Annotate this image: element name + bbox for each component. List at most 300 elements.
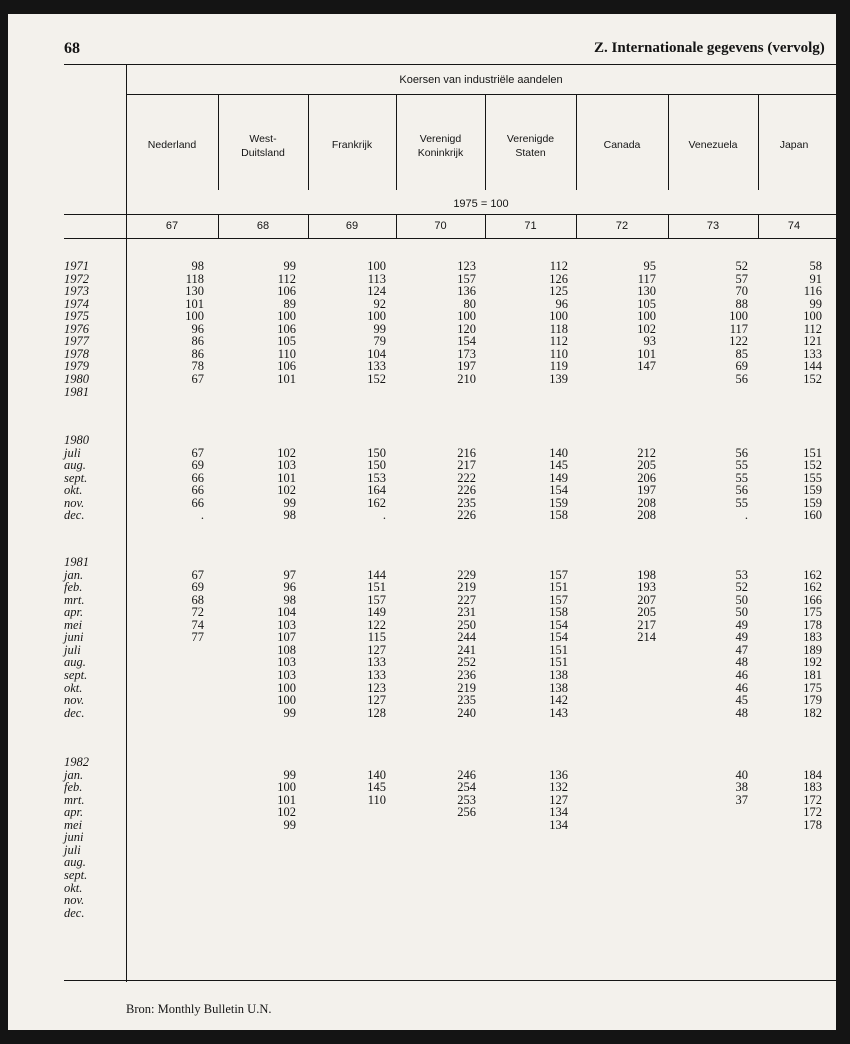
table-cell: 86 [191,334,204,349]
table-cell: 133 [367,359,386,374]
table-cell: 151 [803,445,822,460]
table-cell: 99 [283,705,296,720]
table-cell: 219 [457,680,476,695]
table-cell: 254 [457,780,476,795]
table-cell: 154 [457,334,476,349]
column-code: 73 [706,220,720,232]
table-cell: 67 [191,567,204,582]
row-label: mei [64,817,83,832]
table-cell: . [382,508,386,523]
table-cell: 128 [367,705,386,720]
table-cell: 139 [549,371,568,386]
table-cell: 67 [191,371,204,386]
table-cell: 99 [283,767,296,782]
table-cell: 256 [457,805,476,820]
table-cell: 208 [637,508,656,523]
table-cell: 102 [277,445,296,460]
table-cell: 222 [457,470,476,485]
table-cell: 147 [637,359,656,374]
table-cell: 57 [735,271,748,286]
row-label: 1978 [64,346,89,361]
table-cell: 130 [185,284,204,299]
table-cell: 56 [735,371,748,386]
table-cell: 77 [191,630,204,645]
table-cell: 208 [637,495,656,510]
table-cell: 104 [277,605,296,620]
table-cell: 105 [277,334,296,349]
table-cell: 112 [549,334,568,349]
table-cell: 126 [549,271,568,286]
table-cell: 235 [457,495,476,510]
row-label: nov. [64,495,85,510]
table-cell: 122 [367,617,386,632]
table-cell: 100 [277,680,296,695]
table-cell: 67 [191,445,204,460]
table-cell: 132 [549,780,568,795]
table-cell: 124 [367,284,386,299]
table-cell: 50 [735,605,748,620]
table-cell: 48 [735,705,748,720]
table-cell: 175 [803,605,822,620]
table-cell: 50 [735,592,748,607]
table-cell: 56 [735,483,748,498]
table-cell: 134 [549,817,568,832]
table-cell: 157 [367,592,386,607]
table-cell: 178 [803,617,822,632]
column-header: Venezuela [688,139,738,151]
table-cell: 123 [367,680,386,695]
code-rule [64,238,836,239]
table-cell: 99 [283,817,296,832]
table-cell: 107 [277,630,296,645]
table-cell: 104 [367,346,386,361]
table-cell: 236 [457,667,476,682]
table-cell: 210 [457,371,476,386]
table-cell: 101 [277,371,296,386]
table-cell: 227 [457,592,476,607]
table-cell: 231 [457,605,476,620]
table-cell: 138 [549,680,568,695]
table-cell: 178 [803,817,822,832]
table-cell: 66 [191,483,204,498]
table-cell: 144 [367,567,386,582]
table-cell: 205 [637,458,656,473]
row-label: sept. [64,867,88,882]
table-cell: 207 [637,592,656,607]
table-cell: 226 [457,508,476,523]
row-label: juli [64,445,81,460]
table-cell: 214 [637,630,656,645]
table-cell: 119 [549,359,568,374]
table-cell: 47 [735,642,748,657]
table-cell: 155 [803,470,822,485]
table-cell: 122 [729,334,748,349]
row-label: feb. [64,580,83,595]
table-cell: 229 [457,567,476,582]
row-label: mei [64,617,83,632]
table-cell: 246 [457,767,476,782]
table-cell: 172 [803,792,822,807]
table-cell: 37 [735,792,748,807]
table-cell: 98 [283,508,296,523]
table-cell: 98 [191,259,204,273]
table-cell: 91 [809,271,822,286]
section-title: Z. Internationale gegevens (vervolg) [594,40,825,56]
table-cell: 106 [277,284,296,299]
table-cell: 72 [191,605,204,620]
table-cell: 40 [735,767,748,782]
table-cell: 96 [555,296,568,311]
row-label: jan. [64,567,84,582]
table-cell: 142 [549,693,568,708]
table-cell: 193 [637,580,656,595]
row-label: apr. [64,605,84,620]
table-cell: 95 [643,259,656,273]
column-header: West- Duitsland [241,133,285,159]
table-cell: 89 [283,296,296,311]
table-cell: 240 [457,705,476,720]
row-label: dec. [64,705,85,720]
table-cell: 150 [367,445,386,460]
table-cell: 172 [803,805,822,820]
table-cell: 100 [549,309,568,324]
table-cell: 74 [191,617,204,632]
block-year-label: 1982 [64,755,89,769]
table-cell: 46 [735,667,748,682]
table-cell: 55 [735,470,748,485]
table-cell: 189 [803,642,822,657]
table-cell: 158 [549,508,568,523]
table-cell: 192 [803,655,822,670]
column-code: 68 [256,220,270,232]
table-title: Koersen van industriële aandelen [399,74,563,86]
page [8,14,836,1030]
table-cell: 101 [637,346,656,361]
table-cell: 112 [803,321,822,336]
table-cell: 108 [277,642,296,657]
row-label: aug. [64,458,86,473]
table-cell: 45 [735,693,748,708]
table-cell: 66 [191,470,204,485]
table-cell: 46 [735,680,748,695]
table-cell: 212 [637,445,656,460]
column-code: 72 [615,220,629,232]
table-cell: 106 [277,359,296,374]
table-cell: 117 [637,271,656,286]
table-cell: 112 [549,259,568,273]
table-cell: 121 [803,334,822,349]
table-cell: 244 [457,630,476,645]
table-cell: 127 [549,792,568,807]
table-cell: 103 [277,667,296,682]
table-cell: 150 [367,458,386,473]
table-cell: 179 [803,693,822,708]
table-cell: 217 [637,617,656,632]
table-cell: 138 [549,667,568,682]
table-cell: 154 [549,617,568,632]
table-cell: 151 [549,642,568,657]
table-cell: 78 [191,359,204,374]
row-label: juli [64,642,81,657]
table-cell: 100 [367,309,386,324]
row-label: apr. [64,805,84,820]
table-cell: 113 [367,271,386,286]
row-label: okt. [64,483,83,498]
table-cell: 152 [803,458,822,473]
table-cell: 173 [457,346,476,361]
table-cell: 181 [803,667,822,682]
table-top-rule [64,64,836,65]
table-cell: 164 [367,483,386,498]
table-cell: 100 [729,309,748,324]
table-cell: 96 [283,580,296,595]
table-cell: 149 [549,470,568,485]
table-cell: 100 [277,780,296,795]
table-cell: 134 [549,805,568,820]
row-label: dec. [64,508,85,523]
table-cell: 153 [367,470,386,485]
table-cell: 55 [735,495,748,510]
table-cell: 80 [463,296,476,311]
table-cell: 216 [457,445,476,460]
table-cell: 157 [549,567,568,582]
column-header: Verenigd Koninkrijk [417,133,464,159]
source-note: Bron: Monthly Bulletin U.N. [126,1002,272,1016]
table-cell: 145 [367,780,386,795]
table-cell: 125 [549,284,568,299]
table-cell: 86 [191,346,204,361]
row-label: nov. [64,893,85,908]
row-label: okt. [64,880,83,895]
table-cell: 154 [549,483,568,498]
table-cell: 112 [277,271,296,286]
table-cell: 98 [283,592,296,607]
table-cell: 96 [191,321,204,336]
table-cell: 100 [277,693,296,708]
table-cell: 159 [549,495,568,510]
table-cell: 99 [809,296,822,311]
table-cell: 110 [367,792,386,807]
row-label: okt. [64,680,83,695]
table-cell: 52 [735,259,748,273]
table-cell: 53 [735,567,748,582]
table-cell: 116 [803,284,822,299]
table-cell: 206 [637,470,656,485]
table-cell: 58 [809,259,822,273]
table-cell: 70 [735,284,748,299]
table-cell: 100 [367,259,386,273]
row-label: sept. [64,667,88,682]
table-cell: 151 [367,580,386,595]
table-cell: . [744,508,748,523]
table-cell: 217 [457,458,476,473]
table-cell: 140 [549,445,568,460]
table-cell: 151 [549,580,568,595]
table-cell: 66 [191,495,204,510]
table-cell: 103 [277,655,296,670]
column-code: 70 [434,220,447,232]
table-cell: 157 [549,592,568,607]
row-label: 1974 [64,296,89,311]
row-label: jan. [64,767,84,782]
table-cell: 123 [457,259,476,273]
table-cell: 115 [367,630,386,645]
table-cell: 103 [277,617,296,632]
table-cell: 92 [373,296,386,311]
column-code: 71 [524,220,537,232]
row-label: aug. [64,855,86,870]
row-label: 1980 [64,371,89,386]
base-rule [64,214,836,215]
row-label: juni [64,830,84,845]
table-cell: 205 [637,605,656,620]
table-cell: 197 [637,483,656,498]
column-code: 67 [165,220,179,232]
table-cell: 183 [803,630,822,645]
table-cell: 100 [277,309,296,324]
table-cell: 133 [367,655,386,670]
table-cell: 100 [637,309,656,324]
table-cell: 49 [735,630,748,645]
table-cell: 101 [277,470,296,485]
table-cell: 183 [803,780,822,795]
row-label: mrt. [64,592,85,607]
table-cell: 79 [373,334,386,349]
table-cell: 88 [735,296,748,311]
table-cell: 145 [549,458,568,473]
page-number: 68 [64,40,80,57]
column-header: Frankrijk [331,139,373,151]
row-label: 1977 [64,334,89,349]
table-cell: 158 [549,605,568,620]
table-cell: 127 [367,693,386,708]
table-cell: 49 [735,617,748,632]
column-code: 74 [787,220,801,232]
table-cell: 253 [457,792,476,807]
row-label: feb. [64,780,83,795]
table-cell: 252 [457,655,476,670]
table-cell: . [200,508,204,523]
table-cell: 117 [729,321,748,336]
table-cell: 166 [803,592,822,607]
table-cell: 198 [637,567,656,582]
table-cell: 140 [367,767,386,782]
row-label: juli [64,842,81,857]
row-label: mrt. [64,792,85,807]
table-cell: 184 [803,767,822,782]
row-label: nov. [64,693,85,708]
table-cell: 110 [549,346,568,361]
table-cell: 182 [803,705,822,720]
row-label: dec. [64,905,85,920]
row-label: 1981 [64,384,89,399]
column-header: Japan [779,139,809,151]
table-cell: 110 [277,346,296,361]
table-cell: 143 [549,705,568,720]
table-cell: 69 [735,359,748,374]
table-cell: 162 [803,567,822,582]
column-header: Canada [603,139,641,151]
column-code: 69 [345,220,359,232]
table-cell: 157 [457,271,476,286]
table-cell: 102 [277,483,296,498]
base-note: 1975 = 100 [453,198,509,210]
table-cell: 85 [735,346,748,361]
row-label: 1975 [64,309,89,324]
table-cell: 130 [637,284,656,299]
row-label: 1972 [64,271,89,286]
table-cell: 99 [283,259,296,273]
table-cell: 159 [803,483,822,498]
table-cell: 105 [637,296,656,311]
row-label: 1971 [64,259,89,273]
table-bottom-rule [64,980,836,981]
table-cell: 152 [803,371,822,386]
table-cell: 100 [457,309,476,324]
table-cell: 151 [549,655,568,670]
table-cell: 159 [803,495,822,510]
table-cell: 38 [735,780,748,795]
table-cell: 93 [643,334,656,349]
table-cell: 154 [549,630,568,645]
header-rule [126,94,836,95]
table-cell: 99 [283,495,296,510]
table-cell: 68 [191,592,204,607]
table-cell: 118 [549,321,568,336]
table-cell: 102 [277,805,296,820]
table-cell: 99 [373,321,386,336]
table-cell: 100 [185,309,204,324]
table-cell: 175 [803,680,822,695]
row-label: 1973 [64,284,89,299]
row-label: sept. [64,470,88,485]
table-cell: 120 [457,321,476,336]
table-cell: 100 [803,309,822,324]
table-cell: 144 [803,359,822,374]
table-cell: 250 [457,617,476,632]
table-cell: 133 [367,667,386,682]
table-cell: 55 [735,458,748,473]
table-cell: 97 [283,567,296,582]
table-cell: 56 [735,445,748,460]
table-cell: 101 [185,296,204,311]
row-label: juni [64,630,84,645]
table-cell: 136 [457,284,476,299]
column-header: Verenigde Staten [506,133,555,159]
table-cell: 101 [277,792,296,807]
table-cell: 160 [803,508,822,523]
table-cell: 69 [191,580,204,595]
table-cell: 127 [367,642,386,657]
row-label: 1976 [64,321,89,336]
column-header: Nederland [147,139,197,151]
table-cell: 162 [803,580,822,595]
table-cell: 219 [457,580,476,595]
table-cell: 149 [367,605,386,620]
table-cell: 226 [457,483,476,498]
table-cell: 152 [367,371,386,386]
table-cell: 102 [637,321,656,336]
row-label: aug. [64,655,86,670]
table-cell: 133 [803,346,822,361]
table-cell: 197 [457,359,476,374]
table-cell: 103 [277,458,296,473]
table-cell: 52 [735,580,748,595]
table-cell: 48 [735,655,748,670]
table-cell: 162 [367,495,386,510]
block-year-label: 1980 [64,433,89,447]
table-cell: 241 [457,642,476,657]
